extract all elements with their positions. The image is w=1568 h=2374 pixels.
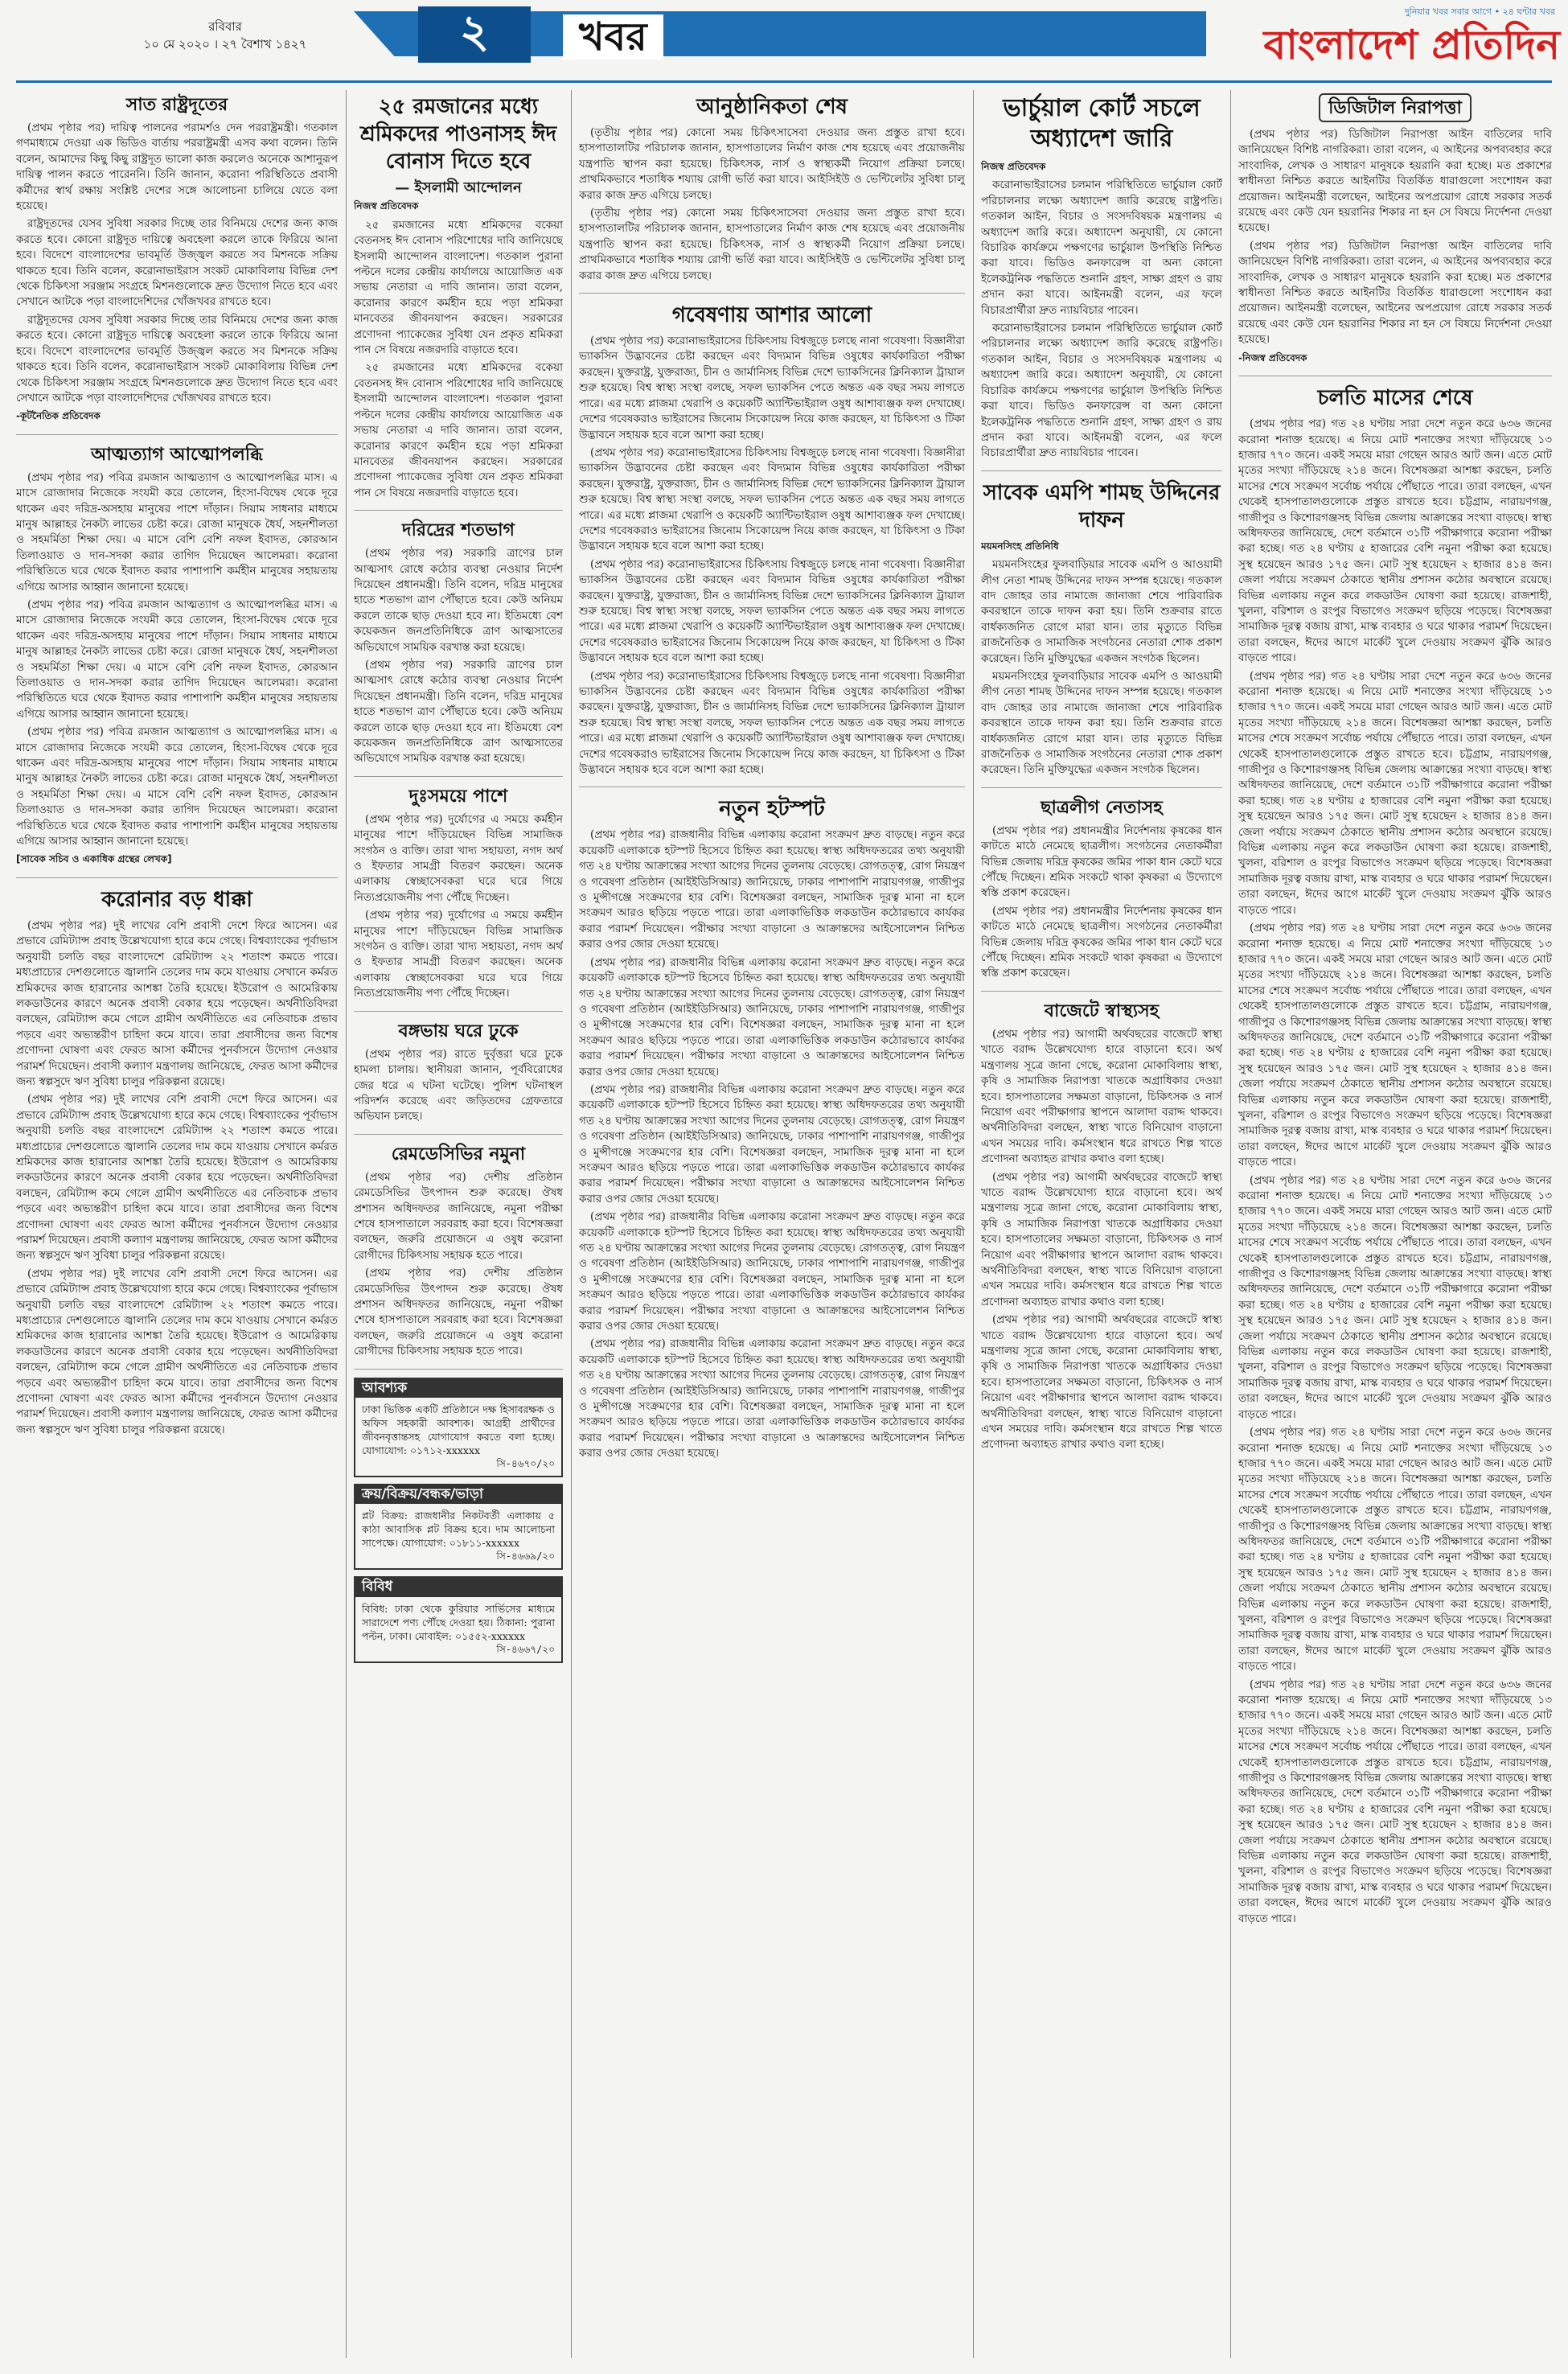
story-headline: আত্মত্যাগ আত্মোপলব্ধি [91,443,263,465]
story-paragraph: (প্রথম পৃষ্ঠার পর) দুর্যোগের এ সময়ে কর্মহীন মানুষের পাশে দাঁড়িয়েছেন বিভিন্ন সামাজিক সংগঠন ও ব্যক্তি। তারা খাদ্য সহায়তা, নগদ অর্থ ও ইফতার সামগ্রী বিতরণ করছেন। অনেক এলাকায় স্বেচ্ছাসেবকরা ঘরে ঘরে গিয়ে নিত্যপ্রয়োজনীয় পণ্য পৌঁছে দিচ্ছেন। [354,909,563,1000]
story-budget-health[interactable] [981,1000,1222,1462]
story-headline: সাত রাষ্ট্রদূতের [125,94,228,115]
story-paragraph: (প্রথম পৃষ্ঠার পর) করোনাভাইরাসের চিকিৎসায় বিশ্বজুড়ে চলছে নানা গবেষণা। বিজ্ঞানীরা ভ্যাকসিন উদ্ভাবনের চেষ্টা করছেন এবং বিদ্যমান বিভিন্ন ওষুধের কার্যকারিতা পরীক্ষা করছেন। যুক্তরাষ্ট্র, যুক্তরাজ্য, চীন ও জার্মানিসহ বিভিন্ন দেশে ভ্যাকসিনের ক্লিনিক্যাল ট্রায়াল শুরু হয়েছে। বিশ্ব স্বাস্থ্য সংস্থা বলছে, সফল ভ্যাকসিন পেতে অন্তত এক বছর সময় লাগতে পারে। এর মধ্যে প্লাজমা থেরাপি ও কয়েকটি অ্যান্টিভাইরাল ওষুধ আশাব্যঞ্জক ফল দেখাচ্ছে। দেশের গবেষকরাও ভাইরাসের জিনোম সিকোয়েন্স নিয়ে কাজ করছেন, যা চিকিৎসা ও টিকা উদ্ভাবনে সহায়ক হবে বলে আশা করা হচ্ছে। [579,557,965,665]
story-paragraph: (প্রথম পৃষ্ঠার পর) পবিত্র রমজান আত্মত্যাগ ও আত্মোপলব্ধির মাস। এ মাসে রোজাদার নিজেকে সংযমী করে তোলেন, হিংসা-বিদ্বেষ থেকে দূরে থাকেন এবং দরিদ্র-অসহায় মানুষের পাশে দাঁড়ান। সিয়াম সাধনার মাধ্যমে মানুষ আল্লাহর নৈকট্য লাভের চেষ্টা করে। রোজা মানুষকে ধৈর্য, সহনশীলতা ও সহমর্মিতা শিক্ষা দেয়। এ মাসে বেশি বেশি নফল ইবাদত, কোরআন তিলাওয়াত ও দান-সদকা করার তাগিদ দিয়েছেন আলেমরা। করোনা পরিস্থিতিতে ঘরে থেকে ইবাদত করার পাশাপাশি কর্মহীন মানুষের সহায়তায় এগিয়ে আসার আহ্বান জানানো হয়েছে। [16,470,338,594]
story-hope-research[interactable] [579,302,965,787]
story-paragraph: করোনাভাইরাসের চলমান পরিস্থিতিতে ভার্চুয়াল কোর্ট পরিচালনার লক্ষ্যে অধ্যাদেশ জারি করেছে রাষ্ট্রপতি। গতকাল আইন, বিচার ও সংসদবিষয়ক মন্ত্রণালয় এ অধ্যাদেশ জারি করে। অধ্যাদেশ অনুযায়ী, যে কোনো বিচারিক কার্যক্রমে পক্ষগণের ভার্চুয়াল উপস্থিতি নিশ্চিত করা যাবে। ভিডিও কনফারেন্স বা অন্য কোনো ইলেকট্রনিক পদ্ধতিতে শুনানি গ্রহণ, সাক্ষ্য গ্রহণ ও রায় প্রদান করা যাবে। আইনমন্ত্রী বলেন, এর ফলে বিচারপ্রার্থীরা দ্রুত ন্যায়বিচার পাবেন। [981,322,1222,460]
classified-body [355,1398,561,1476]
story-paragraph: (প্রথম পৃষ্ঠার পর) রাজধানীর বিভিন্ন এলাকায় করোনা সংক্রমণ দ্রুত বাড়ছে। নতুন করে কয়েকটি এলাকাকে হটস্পট হিসেবে চিহ্নিত করা হয়েছে। স্বাস্থ্য অধিদফতরের তথ্য অনুযায়ী গত ২৪ ঘণ্টায় আক্রান্তের সংখ্যা আগের দিনের তুলনায় বেড়েছে। রোগতত্ত্ব, রোগ নিয়ন্ত্রণ ও গবেষণা প্রতিষ্ঠান (আইইডিসিআর) জানিয়েছে, ঢাকার পাশাপাশি নারায়ণগঞ্জ, গাজীপুর ও মুন্সীগঞ্জে সংক্রমণের হার বেশি। বিশেষজ্ঞরা বলছেন, সামাজিক দূরত্ব মানা না হলে সংক্রমণ আরও ছড়িয়ে পড়তে পারে। তারা এলাকাভিত্তিক লকডাউন কঠোরভাবে কার্যকর করার পরামর্শ দিয়েছেন। পরীক্ষার সংখ্যা বাড়ানো ও আক্রান্তদের আইসোলেশন নিশ্চিত করার ওপর জোর দেওয়া হয়েছে। [579,955,965,1078]
classified-code: সি-৪৬৬৯/২০ [496,1550,555,1563]
story-body [354,812,563,1002]
story-headline: ২৫ রমজানের মধ্যে শ্রমিকদের পাওনাসহ ঈদ বোনাস দিতে হবে [359,95,557,174]
newspaper-logo[interactable] [1206,5,1560,77]
classified-text: বিবিধ: ঢাকা থেকে কুরিয়ার সার্ভিসের মাধ্যমে সারাদেশে পণ্য পৌঁছে দেওয়া হয়। ঠিকানা: পুরানা পল্টন, ঢাকা। মোবাইল: ০১৫৫২-xxxxxx [362,1602,555,1642]
story-shamsuddin[interactable] [981,479,1222,788]
story-paragraph: (প্রথম পৃষ্ঠার পর) করোনাভাইরাসের চিকিৎসায় বিশ্বজুড়ে চলছে নানা গবেষণা। বিজ্ঞানীরা ভ্যাকসিন উদ্ভাবনের চেষ্টা করছেন এবং বিদ্যমান বিভিন্ন ওষুধের কার্যকারিতা পরীক্ষা করছেন। যুক্তরাষ্ট্র, যুক্তরাজ্য, চীন ও জার্মানিসহ বিভিন্ন দেশে ভ্যাকসিনের ক্লিনিক্যাল ট্রায়াল শুরু হয়েছে। বিশ্ব স্বাস্থ্য সংস্থা বলছে, সফল ভ্যাকসিন পেতে অন্তত এক বছর সময় লাগতে পারে। এর মধ্যে প্লাজমা থেরাপি ও কয়েকটি অ্যান্টিভাইরাল ওষুধ আশাব্যঞ্জক ফল দেখাচ্ছে। দেশের গবেষকরাও ভাইরাসের জিনোম সিকোয়েন্স নিয়ে কাজ করছেন, যা চিকিৎসা ও টিকা উদ্ভাবনে সহায়ক হবে বলে আশা করা হচ্ছে। [579,446,965,553]
story-paragraph: (প্রথম পৃষ্ঠার পর) পবিত্র রমজান আত্মত্যাগ ও আত্মোপলব্ধির মাস। এ মাসে রোজাদার নিজেকে সংযমী করে তোলেন, হিংসা-বিদ্বেষ থেকে দূরে থাকেন এবং দরিদ্র-অসহায় মানুষের পাশে দাঁড়ান। সিয়াম সাধনার মাধ্যমে মানুষ আল্লাহর নৈকট্য লাভের চেষ্টা করে। রোজা মানুষকে ধৈর্য, সহনশীলতা ও সহমর্মিতা শিক্ষা দেয়। এ মাসে বেশি বেশি নফল ইবাদত, কোরআন তিলাওয়াত ও দান-সদকা করার তাগিদ দিয়েছেন আলেমরা। করোনা পরিস্থিতিতে ঘরে থেকে ইবাদত করার পাশাপাশি কর্মহীন মানুষের সহায়তায় এগিয়ে আসার আহ্বান জানানো হয়েছে। [16,725,338,848]
story-ambassadors[interactable] [16,93,338,435]
story-byline: নিজস্ব প্রতিবেদক [354,200,419,212]
column-rule [346,90,347,2358]
story-paragraph: (প্রথম পৃষ্ঠার পর) গত ২৪ ঘণ্টায় সারা দেশে নতুন করে ৬৩৬ জনের করোনা শনাক্ত হয়েছে। এ নিয়ে মোট শনাক্তের সংখ্যা দাঁড়িয়েছে ১৩ হাজার ৭৭০ জনে। একই সময়ে মারা গেছেন আরও আট জন। এতে মোট মৃতের সংখ্যা দাঁড়িয়েছে ২১৪ জনে। বিশেষজ্ঞরা আশঙ্কা করছেন, চলতি মাসের শেষে সংক্রমণ সর্বোচ্চ পর্যায়ে পৌঁছাতে পারে। তারা বলছেন, এখন থেকেই হাসপাতালগুলোকে প্রস্তুত রাখতে হবে। চট্টগ্রাম, নারায়ণগঞ্জ, গাজীপুর ও কিশোরগঞ্জসহ বিভিন্ন জেলায় আক্রান্তের সংখ্যা বাড়ছে। স্বাস্থ্য অধিদফতর জানিয়েছে, দেশে বর্তমানে ৩১টি পরীক্ষাগারে করোনা পরীক্ষা করা হচ্ছে। গত ২৪ ঘণ্টায় ৫ হাজারের বেশি নমুনা পরীক্ষা করা হয়েছে। সুস্থ হয়েছেন আরও ১৭৫ জন। মোট সুস্থ হয়েছেন ২ হাজার ৪১৪ জন। জেলা পর্যায়ে সংক্রমণ ঠেকাতে স্থানীয় প্রশাসন কঠোর অবস্থানে রয়েছে। বিভিন্ন এলাকায় নতুন করে লকডাউন ঘোষণা করা হয়েছে। রাজশাহী, খুলনা, বরিশাল ও রংপুর বিভাগেও সংক্রমণ ছড়িয়ে পড়েছে। বিশেষজ্ঞরা সামাজিক দূরত্ব বজায় রাখা, মাস্ক ব্যবহার ও ঘরে থাকার পরামর্শ দিয়েছেন। তারা বলছেন, ঈদের আগে মার্কেট খুলে দেওয়ায় সংক্রমণ ঝুঁকি আরও বাড়তে পারে। [1238,1426,1552,1674]
story-body [579,125,965,284]
story-body [354,1170,563,1360]
story-paragraph: রাষ্ট্রদূতদের যেসব সুবিধা সরকার দিচ্ছে তার বিনিময়ে দেশের জন্য কাজ করতে হবে। কোনো রাষ্ট্রদূত দায়িত্বে অবহেলা করলে তাকে ফিরিয়ে আনা হবে। বিদেশে বাংলাদেশের ভাবমূর্তি উজ্জ্বল করতে সব মিশনকে সক্রিয় থাকতে হবে। তিনি বলেন, করোনাভাইরাস সংকট মোকাবিলায় বিভিন্ন দেশ থেকে চিকিৎসা সরঞ্জাম সংগ্রহে মিশনগুলোকে দ্রুত উদ্যোগ নিতে হবে এবং সেখানে আটকে পড়া বাংলাদেশিদের খোঁজখবর রাখতে হবে। [16,217,338,309]
story-chhatra-league[interactable] [981,796,1222,992]
story-body [579,828,965,1461]
story-paragraph: (প্রথম পৃষ্ঠার পর) সরকারি ত্রাণের চাল আত্মসাৎ রোধে কঠোর ব্যবস্থা নেওয়ার নির্দেশ দিয়েছেন প্রধানমন্ত্রী। তিনি বলেন, দরিদ্র মানুষের হাতে শতভাগ ত্রাণ পৌঁছাতে হবে। কেউ অনিয়ম করলে তাকে ছাড় দেওয়া হবে না। ইতিমধ্যে বেশ কয়েকজন জনপ্রতিনিধিকে ত্রাণ আত্মসাতের অভিযোগে সাময়িক বরখাস্ত করা হয়েছে। [354,658,563,766]
story-current-month[interactable] [1238,384,1552,1936]
story-headline: সাবেক এমপি শামছ উদ্দিনের দাফন [983,480,1221,532]
column-rule [1230,90,1231,2358]
story-paragraph: (প্রথম পৃষ্ঠার পর) ডিজিটাল নিরাপত্তা আইন বাতিলের দাবি জানিয়েছেন বিশিষ্ট নাগরিকরা। তারা বলেন, এ আইনের অপব্যবহার করে সাংবাদিক, লেখক ও সাধারণ মানুষকে হয়রানি করা হচ্ছে। মত প্রকাশের স্বাধীনতা নিশ্চিত করতে আইনটির বিতর্কিত ধারাগুলো সংশোধন করা প্রয়োজন। আইনমন্ত্রী বলেছেন, আইনের অপপ্রয়োগ রোধে সরকার সতর্ক রয়েছে এবং কেউ যেন হয়রানির শিকার না হন সে বিষয়ে নির্দেশনা দেওয়া হয়েছে। [1238,239,1552,347]
story-lede: (প্রথম পৃষ্ঠার পর) দায়িত্ব পালনের পরামর্শও দেন পররাষ্ট্রমন্ত্রী। গতকাল গণমাধ্যমে দেওয়া এক ভিডিও বার্তায় পররাষ্ট্রমন্ত্রী এসব কথা বলেন। তিনি বলেন, আমাদের কিছু কিছু রাষ্ট্রদূত ভালো কাজ করলেও অনেকে আশানুরূপ দায়িত্ব পালন করতে পারেননি। তিনি জানান, করোনা পরিস্থিতিতে প্রবাসী কর্মীদের স্বার্থ রক্ষায় সংশ্লিষ্ট দেশের সঙ্গে আলোচনা চালিয়ে যেতে বলা হয়েছে। [16,121,338,213]
story-paragraph: (প্রথম পৃষ্ঠার পর) দেশীয় প্রতিষ্ঠান রেমডেসিভির উৎপাদন শুরু করেছে। ঔষধ প্রশাসন অধিদফতর জানিয়েছে, নমুনা পরীক্ষা শেষে হাসপাতালে সরবরাহ করা হবে। বিশেষজ্ঞরা বলছেন, জরুরি প্রয়োজনে এ ওষুধ করোনা রোগীদের চিকিৎসায় সহায়ক হতে পারে। [354,1267,563,1358]
dates: ১০ মে ২০২০ । ২৭ বৈশাখ ১৪২৭ [143,37,307,51]
story-body [354,218,563,501]
story-headline: দরিদ্রের শতভাগ [402,520,515,541]
story-body [1238,127,1552,348]
classified-text: প্লট বিক্রয়: রাজধানীর নিকটবর্তী এলাকায় ৫ কাঠা আবাসিক প্লট বিক্রয় হবে। দাম আলোচনা সাপেক্ষে। যোগাযোগ: ০১৮১১-xxxxxx [362,1509,555,1550]
story-paragraph: করোনাভাইরাসের চলমান পরিস্থিতিতে ভার্চুয়াল কোর্ট পরিচালনার লক্ষ্যে অধ্যাদেশ জারি করেছে রাষ্ট্রপতি। গতকাল আইন, বিচার ও সংসদবিষয়ক মন্ত্রণালয় এ অধ্যাদেশ জারি করে। অধ্যাদেশ অনুযায়ী, যে কোনো বিচারিক কার্যক্রমে পক্ষগণের ভার্চুয়াল উপস্থিতি নিশ্চিত করা যাবে। ভিডিও কনফারেন্স বা অন্য কোনো ইলেকট্রনিক পদ্ধতিতে শুনানি গ্রহণ, সাক্ষ্য গ্রহণ ও রায় প্রদান করা যাবে। আইনমন্ত্রী বলেন, এর ফলে বিচারপ্রার্থীরা দ্রুত ন্যায়বিচার পাবেন। [981,179,1222,317]
story-paragraph: (প্রথম পৃষ্ঠার পর) ডিজিটাল নিরাপত্তা আইন বাতিলের দাবি জানিয়েছেন বিশিষ্ট নাগরিকরা। তারা বলেন, এ আইনের অপব্যবহার করে সাংবাদিক, লেখক ও সাধারণ মানুষকে হয়রানি করা হচ্ছে। মত প্রকাশের স্বাধীনতা নিশ্চিত করতে আইনটির বিতর্কিত ধারাগুলো সংশোধন করা প্রয়োজন। আইনমন্ত্রী বলেছেন, আইনের অপপ্রয়োগ রোধে সরকার সতর্ক রয়েছে এবং কেউ যেন হয়রানির শিকার না হন সে বিষয়ে নির্দেশনা দেওয়া হয়েছে। [1238,128,1552,235]
story-paragraph: (প্রথম পৃষ্ঠার পর) পবিত্র রমজান আত্মত্যাগ ও আত্মোপলব্ধির মাস। এ মাসে রোজাদার নিজেকে সংযমী করে তোলেন, হিংসা-বিদ্বেষ থেকে দূরে থাকেন এবং দরিদ্র-অসহায় মানুষের পাশে দাঁড়ান। সিয়াম সাধনার মাধ্যমে মানুষ আল্লাহর নৈকট্য লাভের চেষ্টা করে। রোজা মানুষকে ধৈর্য, সহনশীলতা ও সহমর্মিতা শিক্ষা দেয়। এ মাসে বেশি বেশি নফল ইবাদত, কোরআন তিলাওয়াত ও দান-সদকা করার তাগিদ দিয়েছেন আলেমরা। করোনা পরিস্থিতিতে ঘরে থেকে ইবাদত করার পাশাপাশি কর্মহীন মানুষের সহায়তায় এগিয়ে আসার আহ্বান জানানো হয়েছে। [16,598,338,721]
story-paragraph: (তৃতীয় পৃষ্ঠার পর) কোনো সময় চিকিৎসাসেবা দেওয়ার জন্য প্রস্তুত রাখা হবে। হাসপাতালটির পরিচালক জানান, হাসপাতালের নির্মাণ কাজ শেষ হয়েছে এবং প্রয়োজনীয় যন্ত্রপাতি স্থাপন করা হয়েছে। চিকিৎসক, নার্স ও স্বাস্থ্যকর্মী নিয়োগ প্রক্রিয়া চলছে। প্রাথমিকভাবে শতাধিক শয্যায় রোগী ভর্তি করা যাবে। আইসিইউ ও ভেন্টিলেটর সুবিধা চালু করার কাজ দ্রুত এগিয়ে চলছে। [579,126,965,202]
column-2 [354,90,563,2358]
story-headline: দুঃসময়ে পাশে [408,785,508,807]
classified-code: সি-৪৬৭০/২০ [496,1458,555,1469]
classified-wanted[interactable] [354,1378,563,1477]
column-rule [973,90,974,2358]
story-body [981,178,1222,461]
column-1 [16,90,338,2358]
story-new-hotspot[interactable] [579,795,965,1470]
story-body [16,121,338,406]
story-headline: নতুন হটস্পট [719,797,825,822]
story-paragraph: (প্রথম পৃষ্ঠার পর) রাজধানীর বিভিন্ন এলাকায় করোনা সংক্রমণ দ্রুত বাড়ছে। নতুন করে কয়েকটি এলাকাকে হটস্পট হিসেবে চিহ্নিত করা হয়েছে। স্বাস্থ্য অধিদফতরের তথ্য অনুযায়ী গত ২৪ ঘণ্টায় আক্রান্তের সংখ্যা আগের দিনের তুলনায় বেড়েছে। রোগতত্ত্ব, রোগ নিয়ন্ত্রণ ও গবেষণা প্রতিষ্ঠান (আইইডিসিআর) জানিয়েছে, ঢাকার পাশাপাশি নারায়ণগঞ্জ, গাজীপুর ও মুন্সীগঞ্জে সংক্রমণের হার বেশি। বিশেষজ্ঞরা বলছেন, সামাজিক দূরত্ব মানা না হলে সংক্রমণ আরও ছড়িয়ে পড়তে পারে। তারা এলাকাভিত্তিক লকডাউন কঠোরভাবে কার্যকর করার পরামর্শ দিয়েছেন। পরীক্ষার সংখ্যা বাড়ানো ও আক্রান্তদের আইসোলেশন নিশ্চিত করার ওপর জোর দেওয়া হয়েছে। [579,1082,965,1205]
story-paragraph: (প্রথম পৃষ্ঠার পর) করোনাভাইরাসের চিকিৎসায় বিশ্বজুড়ে চলছে নানা গবেষণা। বিজ্ঞানীরা ভ্যাকসিন উদ্ভাবনের চেষ্টা করছেন এবং বিদ্যমান বিভিন্ন ওষুধের কার্যকারিতা পরীক্ষা করছেন। যুক্তরাষ্ট্র, যুক্তরাজ্য, চীন ও জার্মানিসহ বিভিন্ন দেশে ভ্যাকসিনের ক্লিনিক্যাল ট্রায়াল শুরু হয়েছে। বিশ্ব স্বাস্থ্য সংস্থা বলছে, সফল ভ্যাকসিন পেতে অন্তত এক বছর সময় লাগতে পারে। এর মধ্যে প্লাজমা থেরাপি ও কয়েকটি অ্যান্টিভাইরাল ওষুধ আশাব্যঞ্জক ফল দেখাচ্ছে। দেশের গবেষকরাও ভাইরাসের জিনোম সিকোয়েন্স নিয়ে কাজ করছেন, যা চিকিৎসা ও টিকা উদ্ভাবনে সহায়ক হবে বলে আশা করা হচ্ছে। [579,669,965,777]
story-byline: -কূটনৈতিক প্রতিবেদক [16,410,101,422]
date-block [121,18,330,53]
story-paragraph: রাষ্ট্রদূতদের যেসব সুবিধা সরকার দিচ্ছে তার বিনিময়ে দেশের জন্য কাজ করতে হবে। কোনো রাষ্ট্রদূত দায়িত্বে অবহেলা করলে তাকে ফিরিয়ে আনা হবে। বিদেশে বাংলাদেশের ভাবমূর্তি উজ্জ্বল করতে সব মিশনকে সক্রিয় থাকতে হবে। তিনি বলেন, করোনাভাইরাস সংকট মোকাবিলায় বিভিন্ন দেশ থেকে চিকিৎসা সরঞ্জাম সংগ্রহে মিশনগুলোকে দ্রুত উদ্যোগ নিতে হবে এবং সেখানে আটকে পড়া বাংলাদেশিদের খোঁজখবর রাখতে হবে। [16,313,338,405]
story-byline: [সাবেক সচিব ও একাধিক গ্রন্থের লেখক] [16,853,172,865]
story-body [16,918,338,1438]
story-headline: করোনার বড় ধাক্কা [101,887,252,912]
story-byline: ময়মনসিংহ প্রতিনিধি [981,540,1059,552]
section-title: খবর [563,14,663,60]
story-paragraph: (প্রথম পৃষ্ঠার পর) দুই লাখের বেশি প্রবাসী দেশে ফিরে আসেন। এর প্রভাবে রেমিট্যান্স প্রবাহ উল্লেখযোগ্য হারে কমে গেছে। বিশ্বব্যাংকের পূর্বাভাস অনুযায়ী চলতি বছর বাংলাদেশে রেমিট্যান্স ২২ শতাংশ কমতে পারে। মধ্যপ্রাচ্যের দেশগুলোতে জ্বালানি তেলের দাম কমে যাওয়ায় সেখানে কর্মরত শ্রমিকদের কাজ হারানোর আশঙ্কা তৈরি হয়েছে। ইউরোপ ও আমেরিকায় লকডাউনের কারণে অনেক প্রবাসী বেকার হয়ে পড়েছেন। অর্থনীতিবিদরা বলছেন, রেমিট্যান্স কমে গেলে গ্রামীণ অর্থনীতিতে এর নেতিবাচক প্রভাব পড়বে এবং অভ্যন্তরীণ চাহিদা কমে যাবে। তারা প্রবাসীদের জন্য বিশেষ প্রণোদনা ঘোষণা এবং ফেরত আসা কর্মীদের পুনর্বাসনে উদ্যোগ নেওয়ার পরামর্শ দিয়েছেন। প্রবাসী কল্যাণ মন্ত্রণালয় জানিয়েছে, ফেরত আসা কর্মীদের জন্য স্বল্পসুদে ঋণ সুবিধা চালুর পরিকল্পনা রয়েছে। [16,1093,338,1263]
story-paragraph: (প্রথম পৃষ্ঠার পর) গত ২৪ ঘণ্টায় সারা দেশে নতুন করে ৬৩৬ জনের করোনা শনাক্ত হয়েছে। এ নিয়ে মোট শনাক্তের সংখ্যা দাঁড়িয়েছে ১৩ হাজার ৭৭০ জনে। একই সময়ে মারা গেছেন আরও আট জন। এতে মোট মৃতের সংখ্যা দাঁড়িয়েছে ২১৪ জনে। বিশেষজ্ঞরা আশঙ্কা করছেন, চলতি মাসের শেষে সংক্রমণ সর্বোচ্চ পর্যায়ে পৌঁছাতে পারে। তারা বলছেন, এখন থেকেই হাসপাতালগুলোকে প্রস্তুত রাখতে হবে। চট্টগ্রাম, নারায়ণগঞ্জ, গাজীপুর ও কিশোরগঞ্জসহ বিভিন্ন জেলায় আক্রান্তের সংখ্যা বাড়ছে। স্বাস্থ্য অধিদফতর জানিয়েছে, দেশে বর্তমানে ৩১টি পরীক্ষাগারে করোনা পরীক্ষা করা হচ্ছে। গত ২৪ ঘণ্টায় ৫ হাজারের বেশি নমুনা পরীক্ষা করা হয়েছে। সুস্থ হয়েছেন আরও ১৭৫ জন। মোট সুস্থ হয়েছেন ২ হাজার ৪১৪ জন। জেলা পর্যায়ে সংক্রমণ ঠেকাতে স্থানীয় প্রশাসন কঠোর অবস্থানে রয়েছে। বিভিন্ন এলাকায় নতুন করে লকডাউন ঘোষণা করা হয়েছে। রাজশাহী, খুলনা, বরিশাল ও রংপুর বিভাগেও সংক্রমণ ছড়িয়ে পড়েছে। বিশেষজ্ঞরা সামাজিক দূরত্ব বজায় রাখা, মাস্ক ব্যবহার ও ঘরে থাকার পরামর্শ দিয়েছেন। তারা বলছেন, ঈদের আগে মার্কেট খুলে দেওয়ায় সংক্রমণ ঝুঁকি আরও বাড়তে পারে। [1238,1678,1552,1925]
story-formality[interactable] [579,93,965,294]
classified-body [355,1504,561,1568]
story-body [981,824,1222,982]
story-headline: চলতি মাসের শেষে [1317,386,1473,411]
story-body [981,1027,1222,1453]
story-paragraph: ময়মনসিংহের ফুলবাড়িয়ার সাবেক এমপি ও আওয়ামী লীগ নেতা শামছ উদ্দিনের দাফন সম্পন্ন হয়েছে। গতকাল বাদ জোহর তার নামাজে জানাজা শেষে পারিবারিক কবরস্থানে তাকে দাফন করা হয়। তিনি শুক্রবার রাতে বার্ধক্যজনিত রোগে মারা যান। তার মৃত্যুতে বিভিন্ন রাজনৈতিক ও সামাজিক সংগঠনের নেতারা শোক প্রকাশ করেছেন। তিনি মুক্তিযুদ্ধের একজন সংগঠক ছিলেন। [981,558,1222,665]
story-paragraph: ২৫ রমজানের মধ্যে শ্রমিকদের বকেয়া বেতনসহ ঈদ বোনাস পরিশোধের দাবি জানিয়েছে ইসলামী আন্দোলন বাংলাদেশ। গতকাল পুরানা পল্টনে দলের কেন্দ্রীয় কার্যালয়ে আয়োজিত এক সভায় নেতারা এ দাবি জানান। তারা বলেন, করোনার কারণে কর্মহীন হয়ে পড়া শ্রমিকরা মানবেতর জীবনযাপন করছেন। সরকারের প্রণোদনা প্যাকেজের সুবিধা যেন প্রকৃত শ্রমিকরা পান সে বিষয়ে নজরদারি বাড়াতে হবে। [354,218,563,357]
story-paragraph: (প্রথম পৃষ্ঠার পর) প্রধানমন্ত্রীর নির্দেশনায় কৃষকের ধান কাটতে মাঠে নেমেছে ছাত্রলীগ। সংগঠনের নেতাকর্মীরা বিভিন্ন জেলায় দরিদ্র কৃষকের জমির পাকা ধান কেটে ঘরে পৌঁছে দিচ্ছেন। শ্রমিক সংকটে থাকা কৃষকরা এ উদ্যোগে স্বস্তি প্রকাশ করেছেন। [981,904,1222,980]
story-body [1238,417,1552,1927]
story-corona-blow[interactable] [16,886,338,1447]
story-body [981,557,1222,778]
story-headline: ছাত্রলীগ নেতাসহ [1041,796,1163,818]
column-4 [981,90,1222,2358]
story-digital-security[interactable] [1238,93,1552,376]
story-paragraph: (প্রথম পৃষ্ঠার পর) গত ২৪ ঘণ্টায় সারা দেশে নতুন করে ৬৩৬ জনের করোনা শনাক্ত হয়েছে। এ নিয়ে মোট শনাক্তের সংখ্যা দাঁড়িয়েছে ১৩ হাজার ৭৭০ জনে। একই সময়ে মারা গেছেন আরও আট জন। এতে মোট মৃতের সংখ্যা দাঁড়িয়েছে ২১৪ জনে। বিশেষজ্ঞরা আশঙ্কা করছেন, চলতি মাসের শেষে সংক্রমণ সর্বোচ্চ পর্যায়ে পৌঁছাতে পারে। তারা বলছেন, এখন থেকেই হাসপাতালগুলোকে প্রস্তুত রাখতে হবে। চট্টগ্রাম, নারায়ণগঞ্জ, গাজীপুর ও কিশোরগঞ্জসহ বিভিন্ন জেলায় আক্রান্তের সংখ্যা বাড়ছে। স্বাস্থ্য অধিদফতর জানিয়েছে, দেশে বর্তমানে ৩১টি পরীক্ষাগারে করোনা পরীক্ষা করা হচ্ছে। গত ২৪ ঘণ্টায় ৫ হাজারের বেশি নমুনা পরীক্ষা করা হয়েছে। সুস্থ হয়েছেন আরও ১৭৫ জন। মোট সুস্থ হয়েছেন ২ হাজার ৪১৪ জন। জেলা পর্যায়ে সংক্রমণ ঠেকাতে স্থানীয় প্রশাসন কঠোর অবস্থানে রয়েছে। বিভিন্ন এলাকায় নতুন করে লকডাউন ঘোষণা করা হয়েছে। রাজশাহী, খুলনা, বরিশাল ও রংপুর বিভাগেও সংক্রমণ ছড়িয়ে পড়েছে। বিশেষজ্ঞরা সামাজিক দূরত্ব বজায় রাখা, মাস্ক ব্যবহার ও ঘরে থাকার পরামর্শ দিয়েছেন। তারা বলছেন, ঈদের আগে মার্কেট খুলে দেওয়ায় সংক্রমণ ঝুঁকি আরও বাড়তে পারে। [1238,1173,1552,1421]
story-headline: ডিজিটাল নিরাপত্তা [1319,93,1472,122]
story-paragraph: (প্রথম পৃষ্ঠার পর) রাজধানীর বিভিন্ন এলাকায় করোনা সংক্রমণ দ্রুত বাড়ছে। নতুন করে কয়েকটি এলাকাকে হটস্পট হিসেবে চিহ্নিত করা হয়েছে। স্বাস্থ্য অধিদফতরের তথ্য অনুযায়ী গত ২৪ ঘণ্টায় আক্রান্তের সংখ্যা আগের দিনের তুলনায় বেড়েছে। রোগতত্ত্ব, রোগ নিয়ন্ত্রণ ও গবেষণা প্রতিষ্ঠান (আইইডিসিআর) জানিয়েছে, ঢাকার পাশাপাশি নারায়ণগঞ্জ, গাজীপুর ও মুন্সীগঞ্জে সংক্রমণের হার বেশি। বিশেষজ্ঞরা বলছেন, সামাজিক দূরত্ব মানা না হলে সংক্রমণ আরও ছড়িয়ে পড়তে পারে। তারা এলাকাভিত্তিক লকডাউন কঠোরভাবে কার্যকর করার পরামর্শ দিয়েছেন। পরীক্ষার সংখ্যা বাড়ানো ও আক্রান্তদের আইসোলেশন নিশ্চিত করার ওপর জোর দেওয়া হয়েছে। [579,1210,965,1333]
classified-title: ক্রয়/বিক্রয়/বন্ধক/ভাড়া [355,1485,561,1504]
story-rice-theft[interactable] [354,519,563,777]
classified-buysell[interactable] [354,1484,563,1570]
story-body [354,546,563,767]
story-eid-bonus[interactable] [354,93,563,511]
story-paragraph: (প্রথম পৃষ্ঠার পর) আগামী অর্থবছরের বাজেটে স্বাস্থ্য খাতে বরাদ্দ উল্লেখযোগ্য হারে বাড়ানো হবে। অর্থ মন্ত্রণালয় সূত্রে জানা গেছে, করোনা মোকাবিলায় স্বাস্থ্য, কৃষি ও সামাজিক নিরাপত্তা খাতকে অগ্রাধিকার দেওয়া হবে। হাসপাতালের সক্ষমতা বাড়ানো, চিকিৎসক ও নার্স নিয়োগ এবং পরীক্ষাগার স্থাপনে আলাদা বরাদ্দ থাকবে। অর্থনীতিবিদরা বলছেন, স্বাস্থ্য খাতে বিনিয়োগ বাড়ানো এখন সময়ের দাবি। কর্মসংস্থান ধরে রাখতে শিল্প খাতে প্রণোদনা অব্যাহত রাখার কথাও বলা হচ্ছে। [981,1027,1222,1166]
story-body [579,334,965,778]
story-paragraph: (প্রথম পৃষ্ঠার পর) গত ২৪ ঘণ্টায় সারা দেশে নতুন করে ৬৩৬ জনের করোনা শনাক্ত হয়েছে। এ নিয়ে মোট শনাক্তের সংখ্যা দাঁড়িয়েছে ১৩ হাজার ৭৭০ জনে। একই সময়ে মারা গেছেন আরও আট জন। এতে মোট মৃতের সংখ্যা দাঁড়িয়েছে ২১৪ জনে। বিশেষজ্ঞরা আশঙ্কা করছেন, চলতি মাসের শেষে সংক্রমণ সর্বোচ্চ পর্যায়ে পৌঁছাতে পারে। তারা বলছেন, এখন থেকেই হাসপাতালগুলোকে প্রস্তুত রাখতে হবে। চট্টগ্রাম, নারায়ণগঞ্জ, গাজীপুর ও কিশোরগঞ্জসহ বিভিন্ন জেলায় আক্রান্তের সংখ্যা বাড়ছে। স্বাস্থ্য অধিদফতর জানিয়েছে, দেশে বর্তমানে ৩১টি পরীক্ষাগারে করোনা পরীক্ষা করা হচ্ছে। গত ২৪ ঘণ্টায় ৫ হাজারের বেশি নমুনা পরীক্ষা করা হয়েছে। সুস্থ হয়েছেন আরও ১৭৫ জন। মোট সুস্থ হয়েছেন ২ হাজার ৪১৪ জন। জেলা পর্যায়ে সংক্রমণ ঠেকাতে স্থানীয় প্রশাসন কঠোর অবস্থানে রয়েছে। বিভিন্ন এলাকায় নতুন করে লকডাউন ঘোষণা করা হয়েছে। রাজশাহী, খুলনা, বরিশাল ও রংপুর বিভাগেও সংক্রমণ ছড়িয়ে পড়েছে। বিশেষজ্ঞরা সামাজিক দূরত্ব বজায় রাখা, মাস্ক ব্যবহার ও ঘরে থাকার পরামর্শ দিয়েছেন। তারা বলছেন, ঈদের আগে মার্কেট খুলে দেওয়ায় সংক্রমণ ঝুঁকি আরও বাড়তে পারে। [1238,669,1552,917]
story-paragraph: (প্রথম পৃষ্ঠার পর) সরকারি ত্রাণের চাল আত্মসাৎ রোধে কঠোর ব্যবস্থা নেওয়ার নির্দেশ দিয়েছেন প্রধানমন্ত্রী। তিনি বলেন, দরিদ্র মানুষের হাতে শতভাগ ত্রাণ পৌঁছাতে হবে। কেউ অনিয়ম করলে তাকে ছাড় দেওয়া হবে না। ইতিমধ্যে বেশ কয়েকজন জনপ্রতিনিধিকে ত্রাণ আত্মসাতের অভিযোগে সাময়িক বরখাস্ত করা হয়েছে। [354,547,563,654]
story-remdesivir[interactable] [354,1143,563,1370]
story-paragraph: (প্রথম পৃষ্ঠার পর) দুই লাখের বেশি প্রবাসী দেশে ফিরে আসেন। এর প্রভাবে রেমিট্যান্স প্রবাহ উল্লেখযোগ্য হারে কমে গেছে। বিশ্বব্যাংকের পূর্বাভাস অনুযায়ী চলতি বছর বাংলাদেশে রেমিট্যান্স ২২ শতাংশ কমতে পারে। মধ্যপ্রাচ্যের দেশগুলোতে জ্বালানি তেলের দাম কমে যাওয়ায় সেখানে কর্মরত শ্রমিকদের কাজ হারানোর আশঙ্কা তৈরি হয়েছে। ইউরোপ ও আমেরিকায় লকডাউনের কারণে অনেক প্রবাসী বেকার হয়ে পড়েছেন। অর্থনীতিবিদরা বলছেন, রেমিট্যান্স কমে গেলে গ্রামীণ অর্থনীতিতে এর নেতিবাচক প্রভাব পড়বে এবং অভ্যন্তরীণ চাহিদা কমে যাবে। তারা প্রবাসীদের জন্য বিশেষ প্রণোদনা ঘোষণা এবং ফেরত আসা কর্মীদের পুনর্বাসনে উদ্যোগ নেওয়ার পরামর্শ দিয়েছেন। প্রবাসী কল্যাণ মন্ত্রণালয় জানিয়েছে, ফেরত আসা কর্মীদের জন্য স্বল্পসুদে ঋণ সুবিধা চালুর পরিকল্পনা রয়েছে। [16,918,338,1088]
story-paragraph: (প্রথম পৃষ্ঠার পর) দেশীয় প্রতিষ্ঠান রেমডেসিভির উৎপাদন শুরু করেছে। ঔষধ প্রশাসন অধিদফতর জানিয়েছে, নমুনা পরীক্ষা শেষে হাসপাতালে সরবরাহ করা হবে। বিশেষজ্ঞরা বলছেন, জরুরি প্রয়োজনে এ ওষুধ করোনা রোগীদের চিকিৎসায় সহায়ক হতে পারে। [354,1170,563,1262]
classified-title: বিবিধ [355,1578,561,1596]
classified-title: আবশ্যক [355,1379,561,1398]
story-byline: নিজস্ব প্রতিবেদক [981,161,1046,172]
story-body [354,1047,563,1125]
story-paragraph: ময়মনসিংহের ফুলবাড়িয়ার সাবেক এমপি ও আওয়ামী লীগ নেতা শামছ উদ্দিনের দাফন সম্পন্ন হয়েছে। গতকাল বাদ জোহর তার নামাজে জানাজা শেষে পারিবারিক কবরস্থানে তাকে দাফন করা হয়। তিনি শুক্রবার রাতে বার্ধক্যজনিত রোগে মারা যান। তার মৃত্যুতে বিভিন্ন রাজনৈতিক ও সামাজিক সংগঠনের নেতারা শোক প্রকাশ করেছেন। তিনি মুক্তিযুদ্ধের একজন সংগঠক ছিলেন। [981,669,1222,777]
story-body [16,470,338,850]
classified-code: সি-৪৬৬৭/২০ [496,1643,555,1655]
story-paragraph: (প্রথম পৃষ্ঠার পর) আগামী অর্থবছরের বাজেটে স্বাস্থ্য খাতে বরাদ্দ উল্লেখযোগ্য হারে বাড়ানো হবে। অর্থ মন্ত্রণালয় সূত্রে জানা গেছে, করোনা মোকাবিলায় স্বাস্থ্য, কৃষি ও সামাজিক নিরাপত্তা খাতকে অগ্রাধিকার দেওয়া হবে। হাসপাতালের সক্ষমতা বাড়ানো, চিকিৎসক ও নার্স নিয়োগ এবং পরীক্ষাগার স্থাপনে আলাদা বরাদ্দ থাকবে। অর্থনীতিবিদরা বলছেন, স্বাস্থ্য খাতে বিনিয়োগ বাড়ানো এখন সময়ের দাবি। কর্মসংস্থান ধরে রাখতে শিল্প খাতে প্রণোদনা অব্যাহত রাখার কথাও বলা হচ্ছে। [981,1313,1222,1452]
story-headline-wrap [1238,93,1552,122]
story-paragraph: ২৫ রমজানের মধ্যে শ্রমিকদের বকেয়া বেতনসহ ঈদ বোনাস পরিশোধের দাবি জানিয়েছে ইসলামী আন্দোলন বাংলাদেশ। গতকাল পুরানা পল্টনে দলের কেন্দ্রীয় কার্যালয়ে আয়োজিত এক সভায় নেতারা এ দাবি জানান। তারা বলেন, করোনার কারণে কর্মহীন হয়ে পড়া শ্রমিকরা মানবেতর জীবনযাপন করছেন। সরকারের প্রণোদনা প্যাকেজের সুবিধা যেন প্রকৃত শ্রমিকরা পান সে বিষয়ে নজরদারি বাড়াতে হবে। [354,361,563,499]
logo-name: বাংলাদেশ প্রতিদিন [1263,21,1560,68]
header-rule [16,80,1552,83]
story-paragraph: (প্রথম পৃষ্ঠার পর) গত ২৪ ঘণ্টায় সারা দেশে নতুন করে ৬৩৬ জনের করোনা শনাক্ত হয়েছে। এ নিয়ে মোট শনাক্তের সংখ্যা দাঁড়িয়েছে ১৩ হাজার ৭৭০ জনে। একই সময়ে মারা গেছেন আরও আট জন। এতে মোট মৃতের সংখ্যা দাঁড়িয়েছে ২১৪ জনে। বিশেষজ্ঞরা আশঙ্কা করছেন, চলতি মাসের শেষে সংক্রমণ সর্বোচ্চ পর্যায়ে পৌঁছাতে পারে। তারা বলছেন, এখন থেকেই হাসপাতালগুলোকে প্রস্তুত রাখতে হবে। চট্টগ্রাম, নারায়ণগঞ্জ, গাজীপুর ও কিশোরগঞ্জসহ বিভিন্ন জেলায় আক্রান্তের সংখ্যা বাড়ছে। স্বাস্থ্য অধিদফতর জানিয়েছে, দেশে বর্তমানে ৩১টি পরীক্ষাগারে করোনা পরীক্ষা করা হচ্ছে। গত ২৪ ঘণ্টায় ৫ হাজারের বেশি নমুনা পরীক্ষা করা হয়েছে। সুস্থ হয়েছেন আরও ১৭৫ জন। মোট সুস্থ হয়েছেন ২ হাজার ৪১৪ জন। জেলা পর্যায়ে সংক্রমণ ঠেকাতে স্থানীয় প্রশাসন কঠোর অবস্থানে রয়েছে। বিভিন্ন এলাকায় নতুন করে লকডাউন ঘোষণা করা হয়েছে। রাজশাহী, খুলনা, বরিশাল ও রংপুর বিভাগেও সংক্রমণ ছড়িয়ে পড়েছে। বিশেষজ্ঞরা সামাজিক দূরত্ব বজায় রাখা, মাস্ক ব্যবহার ও ঘরে থাকার পরামর্শ দিয়েছেন। তারা বলছেন, ঈদের আগে মার্কেট খুলে দেওয়ায় সংক্রমণ ঝুঁকি আরও বাড়তে পারে। [1238,417,1552,665]
story-headline: গবেষণায় আশার আলো [671,303,872,328]
story-self-realization[interactable] [16,443,338,878]
logo-tagline: দুনিয়ার খবর সবার আগে • ২৪ ঘন্টার খবর [1404,6,1555,17]
story-paragraph: (প্রথম পৃষ্ঠার পর) দুর্যোগের এ সময়ে কর্মহীন মানুষের পাশে দাঁড়িয়েছেন বিভিন্ন সামাজিক সংগঠন ও ব্যক্তি। তারা খাদ্য সহায়তা, নগদ অর্থ ও ইফতার সামগ্রী বিতরণ করছেন। অনেক এলাকায় স্বেচ্ছাসেবকরা ঘরে ঘরে গিয়ে নিত্যপ্রয়োজনীয় পণ্য পৌঁছে দিচ্ছেন। [354,812,563,904]
story-headline: ভার্চুয়াল কোর্ট সচলে অধ্যাদেশ জারি [1003,94,1201,153]
story-paragraph: (প্রথম পৃষ্ঠার পর) আগামী অর্থবছরের বাজেটে স্বাস্থ্য খাতে বরাদ্দ উল্লেখযোগ্য হারে বাড়ানো হবে। অর্থ মন্ত্রণালয় সূত্রে জানা গেছে, করোনা মোকাবিলায় স্বাস্থ্য, কৃষি ও সামাজিক নিরাপত্তা খাতকে অগ্রাধিকার দেওয়া হবে। হাসপাতালের সক্ষমতা বাড়ানো, চিকিৎসক ও নার্স নিয়োগ এবং পরীক্ষাগার স্থাপনে আলাদা বরাদ্দ থাকবে। অর্থনীতিবিদরা বলছেন, স্বাস্থ্য খাতে বিনিয়োগ বাড়ানো এখন সময়ের দাবি। কর্মসংস্থান ধরে রাখতে শিল্প খাতে প্রণোদনা অব্যাহত রাখার কথাও বলা হচ্ছে। [981,1170,1222,1308]
story-headline: আনুষ্ঠানিকতা শেষ [696,95,848,119]
classified-body [355,1597,561,1661]
column-3 [579,90,965,2358]
story-headline: রেমডেসিভির নমুনা [391,1143,526,1164]
story-paragraph: (প্রথম পৃষ্ঠার পর) রাজধানীর বিভিন্ন এলাকায় করোনা সংক্রমণ দ্রুত বাড়ছে। নতুন করে কয়েকটি এলাকাকে হটস্পট হিসেবে চিহ্নিত করা হয়েছে। স্বাস্থ্য অধিদফতরের তথ্য অনুযায়ী গত ২৪ ঘণ্টায় আক্রান্তের সংখ্যা আগের দিনের তুলনায় বেড়েছে। রোগতত্ত্ব, রোগ নিয়ন্ত্রণ ও গবেষণা প্রতিষ্ঠান (আইইডিসিআর) জানিয়েছে, ঢাকার পাশাপাশি নারায়ণগঞ্জ, গাজীপুর ও মুন্সীগঞ্জে সংক্রমণের হার বেশি। বিশেষজ্ঞরা বলছেন, সামাজিক দূরত্ব মানা না হলে সংক্রমণ আরও ছড়িয়ে পড়তে পারে। তারা এলাকাভিত্তিক লকডাউন কঠোরভাবে কার্যকর করার পরামর্শ দিয়েছেন। পরীক্ষার সংখ্যা বাড়ানো ও আক্রান্তদের আইসোলেশন নিশ্চিত করার ওপর জোর দেওয়া হয়েছে। [579,1337,965,1460]
story-paragraph: (প্রথম পৃষ্ঠার পর) গত ২৪ ঘণ্টায় সারা দেশে নতুন করে ৬৩৬ জনের করোনা শনাক্ত হয়েছে। এ নিয়ে মোট শনাক্তের সংখ্যা দাঁড়িয়েছে ১৩ হাজার ৭৭০ জনে। একই সময়ে মারা গেছেন আরও আট জন। এতে মোট মৃতের সংখ্যা দাঁড়িয়েছে ২১৪ জনে। বিশেষজ্ঞরা আশঙ্কা করছেন, চলতি মাসের শেষে সংক্রমণ সর্বোচ্চ পর্যায়ে পৌঁছাতে পারে। তারা বলছেন, এখন থেকেই হাসপাতালগুলোকে প্রস্তুত রাখতে হবে। চট্টগ্রাম, নারায়ণগঞ্জ, গাজীপুর ও কিশোরগঞ্জসহ বিভিন্ন জেলায় আক্রান্তের সংখ্যা বাড়ছে। স্বাস্থ্য অধিদফতর জানিয়েছে, দেশে বর্তমানে ৩১টি পরীক্ষাগারে করোনা পরীক্ষা করা হচ্ছে। গত ২৪ ঘণ্টায় ৫ হাজারের বেশি নমুনা পরীক্ষা করা হয়েছে। সুস্থ হয়েছেন আরও ১৭৫ জন। মোট সুস্থ হয়েছেন ২ হাজার ৪১৪ জন। জেলা পর্যায়ে সংক্রমণ ঠেকাতে স্থানীয় প্রশাসন কঠোর অবস্থানে রয়েছে। বিভিন্ন এলাকায় নতুন করে লকডাউন ঘোষণা করা হয়েছে। রাজশাহী, খুলনা, বরিশাল ও রংপুর বিভাগেও সংক্রমণ ছড়িয়ে পড়েছে। বিশেষজ্ঞরা সামাজিক দূরত্ব বজায় রাখা, মাস্ক ব্যবহার ও ঘরে থাকার পরামর্শ দিয়েছেন। তারা বলছেন, ঈদের আগে মার্কেট খুলে দেওয়ায় সংক্রমণ ঝুঁকি আরও বাড়তে পারে। [1238,922,1552,1169]
story-house-entry[interactable] [354,1020,563,1135]
classified-misc[interactable] [354,1576,563,1662]
story-paragraph: (প্রথম পৃষ্ঠার পর) করোনাভাইরাসের চিকিৎসায় বিশ্বজুড়ে চলছে নানা গবেষণা। বিজ্ঞানীরা ভ্যাকসিন উদ্ভাবনের চেষ্টা করছেন এবং বিদ্যমান বিভিন্ন ওষুধের কার্যকারিতা পরীক্ষা করছেন। যুক্তরাষ্ট্র, যুক্তরাজ্য, চীন ও জার্মানিসহ বিভিন্ন দেশে ভ্যাকসিনের ক্লিনিক্যাল ট্রায়াল শুরু হয়েছে। বিশ্ব স্বাস্থ্য সংস্থা বলছে, সফল ভ্যাকসিন পেতে অন্তত এক বছর সময় লাগতে পারে। এর মধ্যে প্লাজমা থেরাপি ও কয়েকটি অ্যান্টিভাইরাল ওষুধ আশাব্যঞ্জক ফল দেখাচ্ছে। দেশের গবেষকরাও ভাইরাসের জিনোম সিকোয়েন্স নিয়ে কাজ করছেন, যা চিকিৎসা ও টিকা উদ্ভাবনে সহায়ক হবে বলে আশা করা হচ্ছে। [579,335,965,442]
story-beside-people[interactable] [354,785,563,1012]
column-5 [1238,90,1552,2358]
story-paragraph: (প্রথম পৃষ্ঠার পর) রাতে দুর্বৃত্তরা ঘরে ঢুকে হামলা চালায়। স্থানীয়রা জানান, পূর্ববিরোধের জের ধরে এ ঘটনা ঘটেছে। পুলিশ ঘটনাস্থল পরিদর্শন করেছে এবং জড়িতদের গ্রেফতারে অভিযান চলছে। [354,1047,563,1123]
story-byline: -নিজস্ব প্রতিবেদক [1238,351,1307,363]
classified-text: ঢাকা ভিত্তিক একটি প্রতিষ্ঠানে দক্ষ হিসাবরক্ষক ও অফিস সহকারী আবশ্যক। আগ্রহী প্রার্থীদের জীবনবৃত্তান্তসহ যোগাযোগ করতে বলা হচ্ছে। যোগাযোগ: ০১৭১২-xxxxxx [362,1403,555,1456]
story-headline: বাজেটে স্বাস্থ্যসহ [1044,1000,1160,1021]
column-rule [571,90,572,2358]
story-virtual-court[interactable] [981,93,1222,471]
story-paragraph: (প্রথম পৃষ্ঠার পর) প্রধানমন্ত্রীর নির্দেশনায় কৃষকের ধান কাটতে মাঠে নেমেছে ছাত্রলীগ। সংগঠনের নেতাকর্মীরা বিভিন্ন জেলায় দরিদ্র কৃষকের জমির পাকা ধান কেটে ঘরে পৌঁছে দিচ্ছেন। শ্রমিক সংকটে থাকা কৃষকরা এ উদ্যোগে স্বস্তি প্রকাশ করেছেন। [981,824,1222,900]
story-kicker: — ইসলামী আন্দোলন [395,179,522,196]
story-paragraph: (প্রথম পৃষ্ঠার পর) রাজধানীর বিভিন্ন এলাকায় করোনা সংক্রমণ দ্রুত বাড়ছে। নতুন করে কয়েকটি এলাকাকে হটস্পট হিসেবে চিহ্নিত করা হয়েছে। স্বাস্থ্য অধিদফতরের তথ্য অনুযায়ী গত ২৪ ঘণ্টায় আক্রান্তের সংখ্যা আগের দিনের তুলনায় বেড়েছে। রোগতত্ত্ব, রোগ নিয়ন্ত্রণ ও গবেষণা প্রতিষ্ঠান (আইইডিসিআর) জানিয়েছে, ঢাকার পাশাপাশি নারায়ণগঞ্জ, গাজীপুর ও মুন্সীগঞ্জে সংক্রমণের হার বেশি। বিশেষজ্ঞরা বলছেন, সামাজিক দূরত্ব মানা না হলে সংক্রমণ আরও ছড়িয়ে পড়তে পারে। তারা এলাকাভিত্তিক লকডাউন কঠোরভাবে কার্যকর করার পরামর্শ দিয়েছেন। পরীক্ষার সংখ্যা বাড়ানো ও আক্রান্তদের আইসোলেশন নিশ্চিত করার ওপর জোর দেওয়া হয়েছে। [579,828,965,951]
weekday: রবিবার [208,19,242,34]
story-headline: বঙ্গভায় ঘরে ঢুকে [398,1020,519,1041]
page-number: ২ [418,6,531,63]
story-paragraph: (প্রথম পৃষ্ঠার পর) দুই লাখের বেশি প্রবাসী দেশে ফিরে আসেন। এর প্রভাবে রেমিট্যান্স প্রবাহ উল্লেখযোগ্য হারে কমে গেছে। বিশ্বব্যাংকের পূর্বাভাস অনুযায়ী চলতি বছর বাংলাদেশে রেমিট্যান্স ২২ শতাংশ কমতে পারে। মধ্যপ্রাচ্যের দেশগুলোতে জ্বালানি তেলের দাম কমে যাওয়ায় সেখানে কর্মরত শ্রমিকদের কাজ হারানোর আশঙ্কা তৈরি হয়েছে। ইউরোপ ও আমেরিকায় লকডাউনের কারণে অনেক প্রবাসী বেকার হয়ে পড়েছেন। অর্থনীতিবিদরা বলছেন, রেমিট্যান্স কমে গেলে গ্রামীণ অর্থনীতিতে এর নেতিবাচক প্রভাব পড়বে এবং অভ্যন্তরীণ চাহিদা কমে যাবে। তারা প্রবাসীদের জন্য বিশেষ প্রণোদনা ঘোষণা এবং ফেরত আসা কর্মীদের পুনর্বাসনে উদ্যোগ নেওয়ার পরামর্শ দিয়েছেন। প্রবাসী কল্যাণ মন্ত্রণালয় জানিয়েছে, ফেরত আসা কর্মীদের জন্য স্বল্পসুদে ঋণ সুবিধা চালুর পরিকল্পনা রয়েছে। [16,1267,338,1436]
story-paragraph: (তৃতীয় পৃষ্ঠার পর) কোনো সময় চিকিৎসাসেবা দেওয়ার জন্য প্রস্তুত রাখা হবে। হাসপাতালটির পরিচালক জানান, হাসপাতালের নির্মাণ কাজ শেষ হয়েছে এবং প্রয়োজনীয় যন্ত্রপাতি স্থাপন করা হয়েছে। চিকিৎসক, নার্স ও স্বাস্থ্যকর্মী নিয়োগ প্রক্রিয়া চলছে। প্রাথমিকভাবে শতাধিক শয্যায় রোগী ভর্তি করা যাবে। আইসিইউ ও ভেন্টিলেটর সুবিধা চালু করার কাজ দ্রুত এগিয়ে চলছে। [579,207,965,282]
